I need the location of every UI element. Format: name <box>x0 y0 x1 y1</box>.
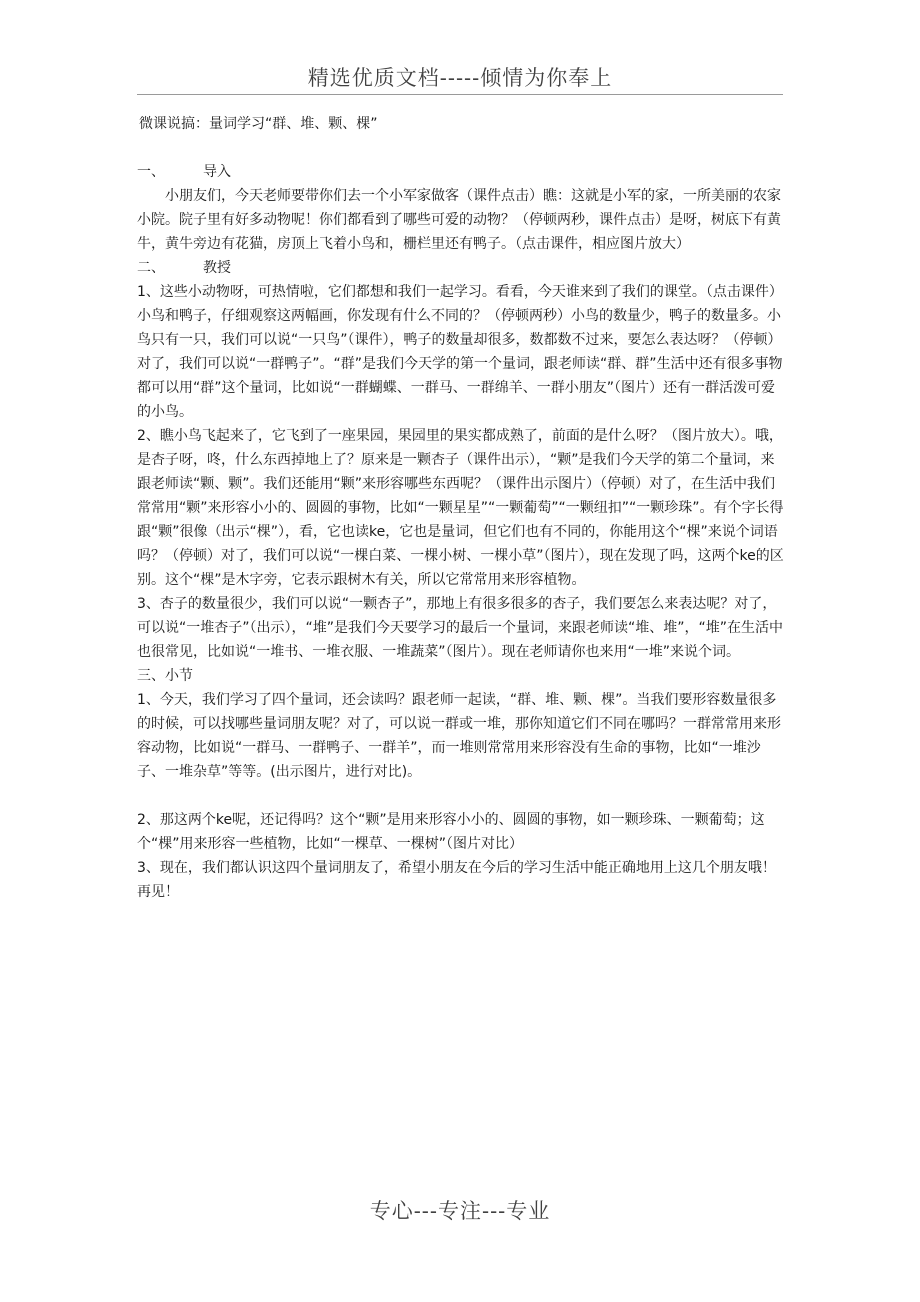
page-header: 精选优质文档-----倾情为你奉上 <box>307 66 613 90</box>
document-body <box>137 112 785 904</box>
section-title: 教授 <box>203 260 231 276</box>
paragraph: 1、今天，我们学习了四个量词，还会读吗？跟老师一起读，“群、堆、颗、棵”。当我们要形容数量很多的时候，可以找哪些量词朋友呢？对了，可以说一群或一堆，那你知道它们不同在哪吗？一群常常用来形容动物，比如说“一群马、一群鸭子、一群羊”，而一堆则常常用来形容没有生命的事物，比如“一堆沙子、一堆杂草”等等。(出示图片，进行对比)。 <box>137 692 781 780</box>
paragraph: 2、瞧小鸟飞起来了，它飞到了一座果园，果园里的果实都成熟了，前面的是什么呀？（图片放大）。哦，是杏子呀，咚，什么东西掉地上了？原来是一颗杏子（课件出示），“颗”是我们今天学的第二个量词，来跟老师读“颗、颗”。我们还能用“颗”来形容哪些东西呢？（课件出示图片）（停顿）对了，在生活中我们常常用“颗”来形容小小的、圆圆的事物，比如“一颗星星”“一颗葡萄”“一颗纽扣”“一颗珍珠”。有个字长得跟“颗”很像（出示“棵”），看，它也读ke，它也是量词，但它们也有不同的，你能用这个“棵”来说个词语吗？（停顿）对了，我们可以说“一棵白菜、一棵小树、一棵小草”（图片），现在发现了吗，这两个ke的区别。这个“棵”是木字旁，它表示跟树木有关，所以它常常用来形容植物。 <box>137 428 784 588</box>
header-divider <box>137 94 783 95</box>
paragraph: 1、这些小动物呀，可热情啦，它们都想和我们一起学习。看看，今天谁来到了我们的课堂。（点击课件）小鸟和鸭子，仔细观察这两幅画，你发现有什么不同的？（停顿两秒）小鸟的数量少，鸭子的数量多。小鸟只有一只，我们可以说“一只鸟”（课件），鸭子的数量却很多，数都数不过来，要怎么表达呀？（停顿）对了，我们可以说“一群鸭子”。“群”是我们今天学的第一个量词，跟老师读“群、群”生活中还有很多事物都可以用“群”这个量词，比如说“一群蝴蝶、一群马、一群绵羊、一群小朋友”（图片）还有一群活泼可爱的小鸟。 <box>137 284 783 420</box>
paragraph: 小朋友们，今天老师要带你们去一个小军家做客（课件点击）瞧：这就是小军的家，一所美丽的农家小院。院子里有好多动物呢！你们都看到了哪些可爱的动物？（停顿两秒，课件点击）是呀，树底下有黄牛，黄牛旁边有花猫，房顶上飞着小鸟和，栅栏里还有鸭子。（点击课件，相应图片放大） <box>137 188 781 252</box>
section-heading-intro <box>137 160 785 184</box>
document-title: 微课说搞：量词学习“群、堆、颗、棵” <box>139 116 378 132</box>
section-heading-summary: 三、小节 <box>137 668 193 684</box>
section-number: 二、 <box>137 260 165 276</box>
section-number: 一、 <box>137 164 165 180</box>
paragraph: 2、那这两个ke呢，还记得吗？这个“颗”是用来形容小小的、圆圆的事物，如一颗珍珠、一颗葡萄；这个“棵”用来形容一些植物，比如“一棵草、一棵树”（图片对比） <box>137 812 765 852</box>
section-heading-teaching <box>137 256 785 280</box>
page-footer: 专心---专注---专业 <box>369 1199 551 1223</box>
paragraph: 3、现在，我们都认识这四个量词朋友了，希望小朋友在今后的学习生活中能正确地用上这几个朋友哦！再见！ <box>137 860 776 900</box>
paragraph: 3、杏子的数量很少，我们可以说“一颗杏子”，那地上有很多很多的杏子，我们要怎么来表达呢？对了，可以说“一堆杏子”（出示），“堆”是我们今天要学习的最后一个量词，来跟老师读“堆、堆”，“堆”在生活中也很常见，比如说“一堆书、一堆衣服、一堆蔬菜”（图片）。现在老师请你也来用“一堆”来说个词。 <box>137 596 784 660</box>
section-title: 导入 <box>203 164 231 180</box>
